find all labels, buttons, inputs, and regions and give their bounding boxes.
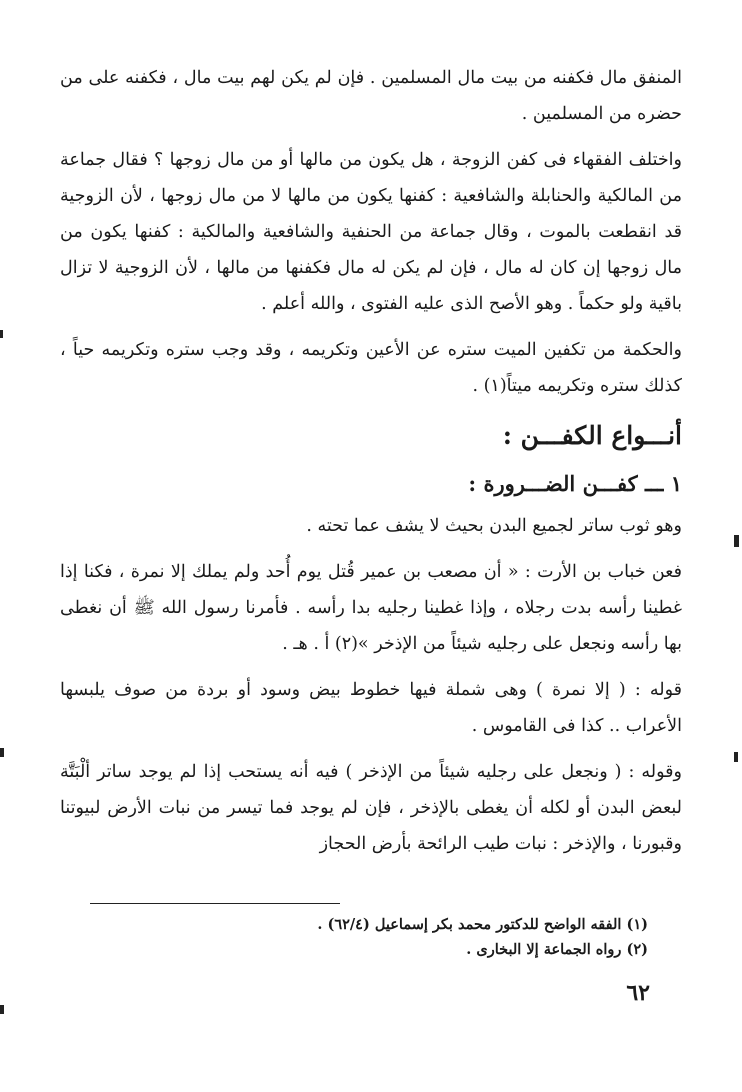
section-heading: أنـــواع الكفـــن : [502,421,682,450]
paragraph: فعن خباب بن الأرت : « أن مصعب بن عمير قُتل يوم أُحد ولم يملك إلا نمرة ، فكنا إذا غطينا رأسه بدت رجلاه ، وإذا غطينا رجليه بدا رأسه . فأمرنا رسول الله ﷺ أن نغطى بها رأسه ونجعل على رجليه شيئاً من الإذخر »(٢) أ . هـ . [60,562,682,654]
scan-edge-mark [0,1005,4,1014]
scan-edge-mark [734,752,738,762]
paragraph: واختلف الفقهاء فى كفن الزوجة ، هل يكون من مالها أو من مال زوجها ؟ فقال جماعة من المالكية والحنابلة والشافعية : كفنها يكون من مالها لا من مال زوجها ، لأن الزوجية قد انقطعت بالموت ، وقال جماعة من الحنفية والشافعية والمالكية : كفنها يكون من مال زوجها إن كان له مال ، فإن لم يكن له مال فكفنها من مالها ، لأن الزوجية لا تزال باقية ولو حكماً . وهو الأصح الذى عليه الفتوى ، والله أعلم . [60,150,682,314]
scan-edge-mark [734,535,739,547]
paragraph: والحكمة من تكفين الميت ستره عن الأعين وتكريمه ، وقد وجب ستره وتكريمه حياً ، كذلك ستره وتكريمه ميتاً(١) . [60,340,682,396]
footnote: (٢) رواه الجماعة إلا البخارى . [466,941,648,958]
paragraph: وهو ثوب ساتر لجميع البدن بحيث لا يشف عما تحته . [306,516,682,536]
footnote-divider [90,903,340,904]
page-body [60,60,682,872]
footnote: (١) الفقه الواضح للدكتور محمد بكر إسماعيل (٦٢/٤) . [317,916,648,933]
page-number: ٦٢ [626,980,650,1006]
subsection-heading: ١ ـــ كفـــن الضـــرورة : [468,471,682,496]
paragraph: قوله : ( إلا نمرة ) وهى شملة فيها خطوط بيض وسود أو بردة من صوف يلبسها الأعراب .. كذا فى القاموس . [60,680,682,736]
scan-edge-mark [0,748,4,757]
paragraph: وقوله : ( ونجعل على رجليه شيئاً من الإذخر ) فيه أنه يستحب إذا لم يوجد ساتر ألْبَتَّة لبعض البدن أو لكله أن يغطى بالإذخر ، فإن لم يوجد فما تيسر من نبات الأرض لبيوتنا وقبورنا ، والإذخر : نبات طيب الرائحة بأرض الحجاز [60,762,682,854]
footnotes [60,912,648,962]
paragraph: المنفق مال فكفنه من بيت مال المسلمين . فإن لم يكن لهم بيت مال ، فكفنه على من حضره من المسلمين . [60,68,682,124]
scan-edge-mark [0,330,3,338]
